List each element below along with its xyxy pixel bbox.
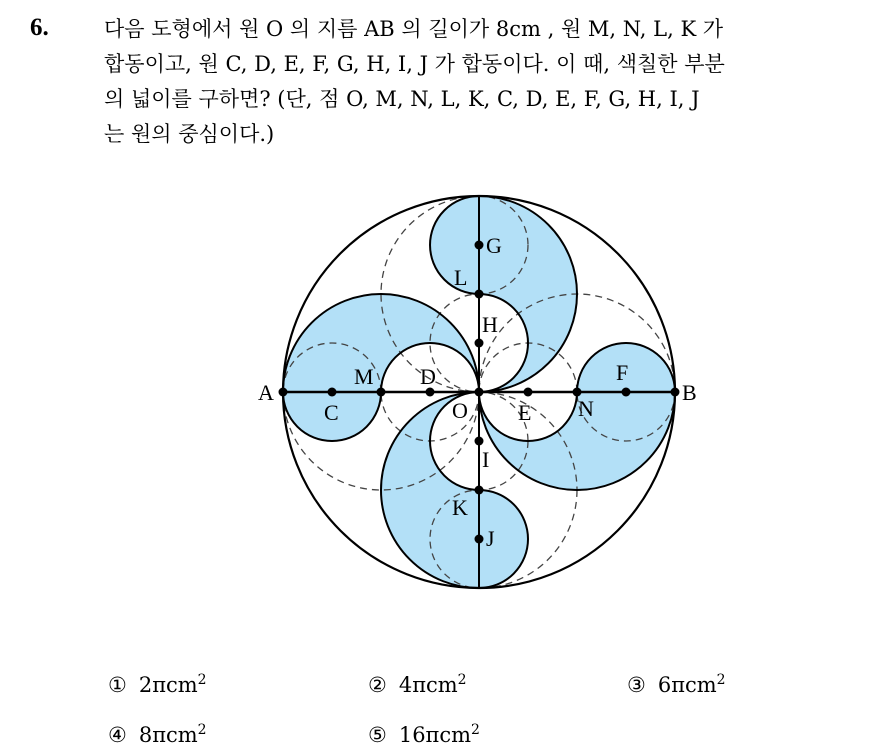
choice-3-number: ③ bbox=[627, 673, 646, 697]
choice-3-exponent: 2 bbox=[716, 672, 726, 688]
question-line-3: 의 넓이를 구하면? (단, 점 O, M, N, L, K, C, D, E, F, G, H, I, J bbox=[104, 87, 700, 111]
point-j bbox=[475, 535, 484, 544]
label-k: K bbox=[452, 495, 468, 520]
label-h: H bbox=[482, 312, 498, 337]
point-g bbox=[475, 241, 484, 250]
point-o bbox=[475, 388, 484, 397]
point-h bbox=[475, 339, 484, 348]
shaded-lobe-left bbox=[283, 294, 479, 441]
label-l: L bbox=[454, 265, 468, 290]
choice-4-number: ④ bbox=[108, 723, 127, 747]
point-f bbox=[622, 388, 631, 397]
choice-5[interactable] bbox=[368, 722, 480, 747]
choice-5-value: 16πcm bbox=[398, 723, 472, 747]
label-e: E bbox=[518, 400, 532, 425]
label-f: F bbox=[616, 360, 629, 385]
choice-3-value: 6πcm bbox=[657, 673, 717, 697]
choice-2-number: ② bbox=[368, 673, 387, 697]
point-a bbox=[279, 388, 288, 397]
label-b: B bbox=[682, 380, 697, 405]
point-k bbox=[475, 486, 484, 495]
choice-1-number: ① bbox=[108, 673, 127, 697]
geometry-figure bbox=[240, 188, 710, 598]
label-o: O bbox=[452, 398, 468, 423]
choice-5-number: ⑤ bbox=[368, 723, 387, 747]
choice-5-exponent: 2 bbox=[471, 722, 480, 738]
choice-1[interactable] bbox=[108, 672, 207, 697]
question-line-4: 는 원의 중심이다.) bbox=[104, 122, 275, 146]
choice-2[interactable] bbox=[368, 672, 467, 697]
choice-2-exponent: 2 bbox=[457, 672, 467, 688]
figure-svg bbox=[240, 188, 710, 598]
choice-3[interactable] bbox=[627, 672, 726, 697]
choice-4-exponent: 2 bbox=[197, 722, 207, 738]
question-line-2: 합동이고, 원 C, D, E, F, G, H, I, J 가 합동이다. 이 때, 색칠한 부분 bbox=[104, 52, 725, 76]
point-b bbox=[671, 388, 680, 397]
shaded-lobe-right bbox=[479, 343, 675, 490]
question-text bbox=[104, 12, 864, 152]
choice-1-value: 2πcm bbox=[138, 673, 198, 697]
question-line-1: 다음 도형에서 원 O 의 지름 AB 의 길이가 8cm , 원 M, N, L, K 가 bbox=[104, 17, 724, 41]
point-c bbox=[328, 388, 337, 397]
choice-4[interactable] bbox=[108, 722, 207, 747]
choice-4-value: 8πcm bbox=[138, 723, 198, 747]
shaded-lobe-top bbox=[430, 196, 577, 392]
label-n: N bbox=[578, 396, 594, 421]
label-i: I bbox=[482, 447, 490, 472]
label-g: G bbox=[486, 233, 502, 258]
choice-1-exponent: 2 bbox=[197, 672, 207, 688]
question-number: 6. bbox=[30, 14, 49, 41]
label-d: D bbox=[420, 364, 436, 389]
point-i bbox=[475, 437, 484, 446]
choice-2-value: 4πcm bbox=[398, 673, 458, 697]
point-l bbox=[475, 290, 484, 299]
label-a: A bbox=[258, 380, 274, 405]
point-m bbox=[377, 388, 386, 397]
label-c: C bbox=[324, 400, 339, 425]
label-m: M bbox=[354, 364, 374, 389]
label-j: J bbox=[486, 526, 495, 551]
point-e bbox=[524, 388, 533, 397]
